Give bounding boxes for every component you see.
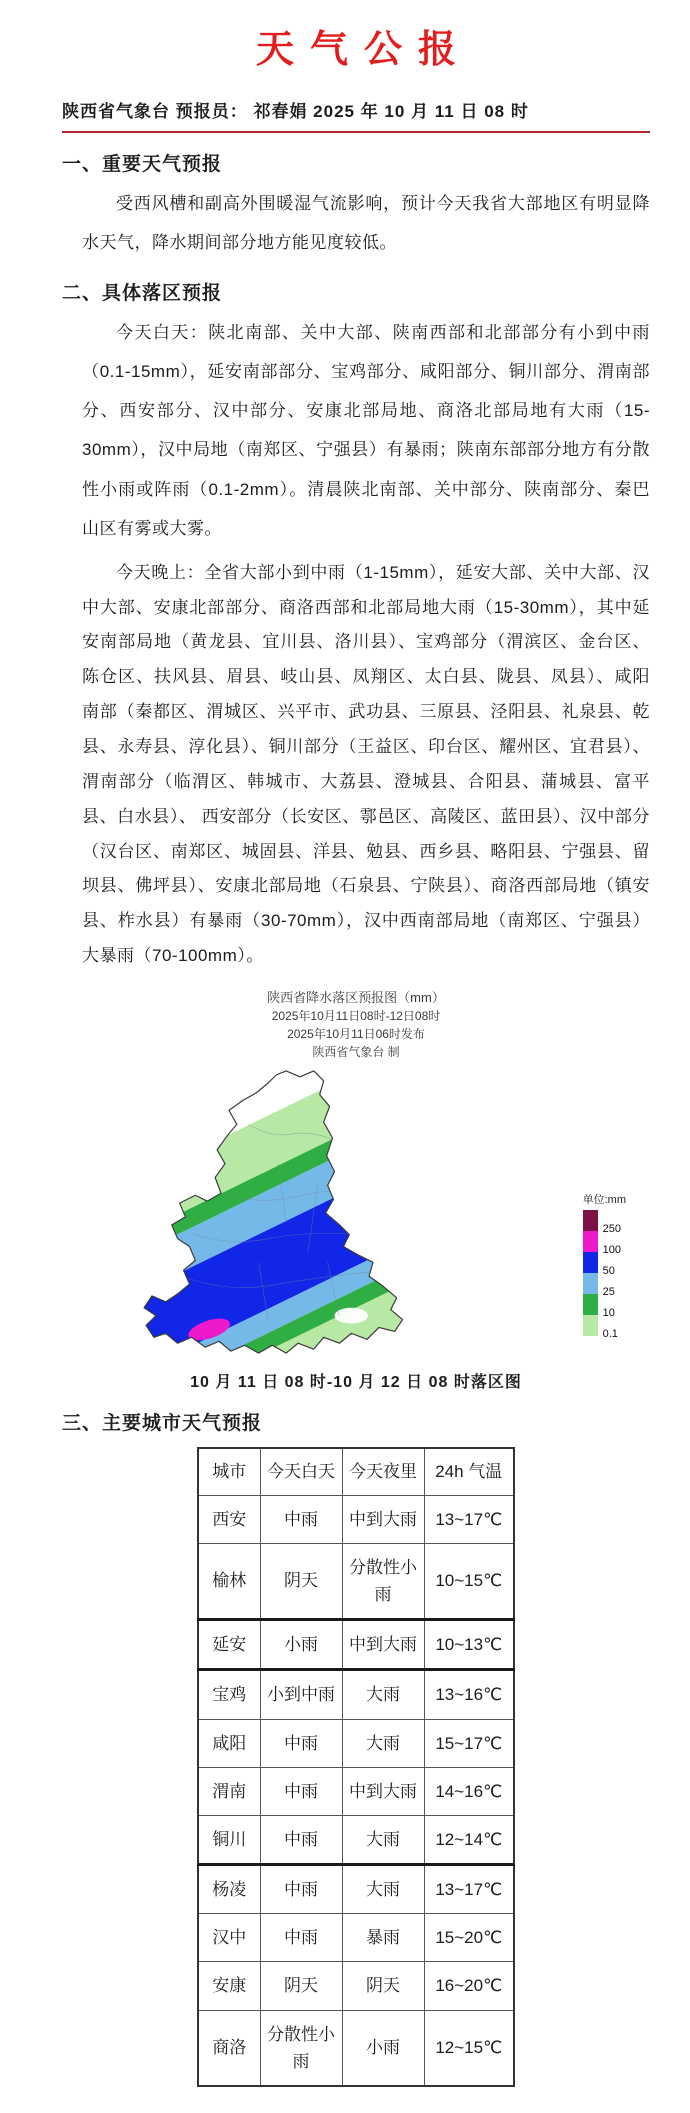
night-weather-cell: 分散性小雨: [342, 1543, 424, 1619]
table-row: [198, 1495, 514, 1543]
table-row: [198, 1670, 514, 1719]
legend-label: 250: [602, 1223, 621, 1236]
temp-cell: 16~20℃: [424, 1962, 514, 2010]
temp-cell: 13~17℃: [424, 1495, 514, 1543]
night-weather-cell: 大雨: [342, 1865, 424, 1914]
legend-swatch: [583, 1273, 598, 1294]
section-1-heading: 一、重要天气预报: [62, 154, 223, 175]
table-row: [198, 1914, 514, 1962]
legend-label: 100: [602, 1244, 621, 1257]
city-cell: 杨凌: [198, 1865, 260, 1914]
precip-map-block: [62, 988, 650, 1393]
table-row: [198, 1815, 514, 1864]
day-weather-cell: 中雨: [260, 1914, 342, 1962]
legend-label: 0.1: [602, 1328, 618, 1341]
city-cell: 安康: [198, 1962, 260, 2010]
map-title-line-4: 陕西省气象台 制: [312, 1045, 400, 1060]
day-weather-cell: 阴天: [260, 1962, 342, 2010]
map-legend-entries: [583, 1210, 626, 1341]
section-3-heading: 三、主要城市天气预报: [62, 1413, 263, 1435]
city-cell: 汉中: [198, 1914, 260, 1962]
city-cell: 咸阳: [198, 1719, 260, 1767]
legend-swatch: [583, 1294, 598, 1315]
day-weather-cell: 小到中雨: [260, 1670, 342, 1719]
day-weather-cell: 阴天: [260, 1543, 342, 1619]
day-weather-cell: 分散性小雨: [260, 2010, 342, 2086]
table-row: [198, 1962, 514, 2010]
map-legend: [582, 1191, 626, 1341]
map-canvas: [76, 1065, 636, 1361]
day-weather-cell: 中雨: [260, 1719, 342, 1767]
table-row: [198, 1543, 514, 1619]
map-caption: 10 月 11 日 08 时-10 月 12 日 08 时落区图: [190, 1374, 522, 1392]
map-title-line-2: 2025年10月11日08时-12日08时: [271, 1009, 441, 1024]
temp-cell: 14~16℃: [424, 1767, 514, 1815]
section-1-paragraph: 受西风槽和副高外围暖湿气流影响，预计今天我省大部地区有明显降水天气，降水期间部分地方能见度较低。: [82, 194, 650, 253]
table-row: [198, 1767, 514, 1815]
table-body: [198, 1495, 514, 2086]
night-weather-cell: 大雨: [342, 1670, 424, 1719]
legend-label: 25: [602, 1286, 615, 1299]
legend-label: 10: [602, 1307, 615, 1320]
table-row: [198, 2010, 514, 2086]
map-titles: [62, 988, 650, 1062]
legend-swatch: [583, 1315, 598, 1336]
map-title-line-1: 陕西省降水落区预报图（mm）: [267, 989, 445, 1005]
temp-cell: 12~15℃: [424, 2010, 514, 2086]
temp-cell: 10~15℃: [424, 1543, 514, 1619]
night-weather-cell: 中到大雨: [342, 1767, 424, 1815]
temp-cell: 13~17℃: [424, 1865, 514, 1914]
city-cell: 渭南: [198, 1767, 260, 1815]
night-weather-cell: 暴雨: [342, 1914, 424, 1962]
legend-swatch: [583, 1252, 598, 1273]
table-header-cell: 24h 气温: [424, 1448, 514, 1495]
city-cell: 商洛: [198, 2010, 260, 2086]
temp-cell: 10~13℃: [424, 1620, 514, 1670]
table-header-cell: 今天夜里: [342, 1448, 424, 1495]
night-weather-cell: 大雨: [342, 1719, 424, 1767]
map-title-line-3: 2025年10月11日06时发布: [287, 1027, 425, 1042]
legend-entry: [583, 1210, 626, 1236]
section-2-paragraph-night: 今天晚上：全省大部小到中雨（1-15mm），延安大部、关中大部、汉中大部、安康北部部分、商洛西部和北部局地大雨（15-30mm），其中延安南部局地（黄龙县、宜川县、洛川县）、宝鸡部分（渭滨区、金台区、陈仓区、扶风县、眉县、岐山县、凤翔区、太白县、陇县、凤县）、咸阳南部（秦都区、渭城区、兴平市、武功县、三原县、泾阳县、礼泉县、乾县、永寿县、淳化县）、铜川部分（王益区、印台区、耀州区、宜君县）、渭南部分（临渭区、韩城市、大荔县、澄城县、合阳县、蒲城县、富平县、白水县）、 西安部分（长安区、鄠邑区、高陵区、蓝田县）、汉中部分（汉台区、南郑区、城固县、洋县、勉县、西乡县、略阳县、宁强县、留坝县、佛坪县）、安康北部局地（石泉县、宁陕县）、商洛西部局地（镇安县、柞水县）有暴雨（30-70mm），汉中西南部局地（南郑区、宁强县）大暴雨（70-100mm）。: [82, 562, 650, 966]
night-weather-cell: 中到大雨: [342, 1620, 424, 1670]
table-row: [198, 1620, 514, 1670]
day-weather-cell: 中雨: [260, 1495, 342, 1543]
temp-cell: 12~14℃: [424, 1815, 514, 1864]
night-weather-cell: 大雨: [342, 1815, 424, 1864]
night-weather-cell: 阴天: [342, 1962, 424, 2010]
legend-label: 50: [602, 1265, 615, 1278]
doc-title: 天气公报: [255, 29, 472, 71]
day-weather-cell: 中雨: [260, 1865, 342, 1914]
section-2-heading: 二、具体落区预报: [62, 283, 223, 305]
night-weather-cell: 中到大雨: [342, 1495, 424, 1543]
precip-patch-none-southeast: [335, 1308, 369, 1324]
section-2-paragraph-day: 今天白天：陕北南部、关中大部、陕南西部和北部部分有小到中雨（0.1-15mm），延安南部部分、宝鸡部分、咸阳部分、铜川部分、渭南部分、西安部分、汉中部分、安康北部局地、商洛北部局地有大雨（15-30mm），汉中局地（南郑区、宁强县）有暴雨；陕南东部部分地方有分散性小雨或阵雨（0.1-2mm）。清晨陕北南部、关中部分、陕南部分、秦巴山区有雾或大雾。: [82, 323, 650, 538]
legend-swatch: [583, 1231, 598, 1252]
night-weather-cell: 小雨: [342, 2010, 424, 2086]
day-weather-cell: 小雨: [260, 1620, 342, 1670]
temp-cell: 15~17℃: [424, 1719, 514, 1767]
city-cell: 宝鸡: [198, 1670, 260, 1719]
doc-meta-line: 陕西省气象台 预报员： 祁春娟 2025 年 10 月 11 日 08 时: [62, 97, 650, 133]
shaanxi-precip-map: [128, 1065, 468, 1361]
table-row: [198, 1719, 514, 1767]
legend-unit-label: 单位:mm: [582, 1194, 626, 1207]
table-header-cell: 城市: [198, 1448, 260, 1495]
legend-swatch: [583, 1210, 598, 1231]
table-header-row: [198, 1448, 514, 1495]
city-cell: 西安: [198, 1495, 260, 1543]
city-cell: 榆林: [198, 1543, 260, 1619]
table-row: [198, 1865, 514, 1914]
temp-cell: 15~20℃: [424, 1914, 514, 1962]
temp-cell: 13~16℃: [424, 1670, 514, 1719]
table-header-cell: 今天白天: [260, 1448, 342, 1495]
city-cell: 延安: [198, 1620, 260, 1670]
city-cell: 铜川: [198, 1815, 260, 1864]
day-weather-cell: 中雨: [260, 1767, 342, 1815]
forecast-table: [197, 1447, 515, 2087]
day-weather-cell: 中雨: [260, 1815, 342, 1864]
